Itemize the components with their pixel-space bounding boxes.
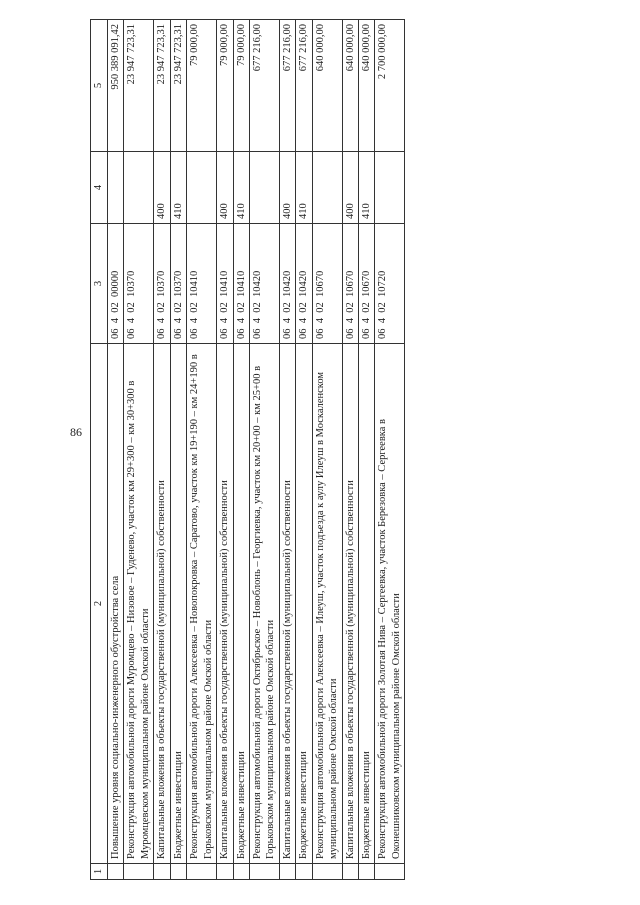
budget-table	[90, 19, 405, 880]
kvr-cell	[108, 152, 124, 224]
table-row	[154, 20, 170, 880]
code-cell: 06 4 02 10420	[249, 224, 279, 344]
name-cell: Реконструкция автомобильной дороги Золотая Нива – Сергеевка, участок Березовка – Сергеевка в Оконешниковском муниципальном районе Омской области	[375, 344, 405, 864]
row-number-cell	[249, 864, 279, 880]
row-number-cell	[375, 864, 405, 880]
name-cell: Капитальные вложения в объекты государственной (муниципальной) собственности	[342, 344, 358, 864]
code-cell: 06 4 02 10670	[359, 224, 375, 344]
row-number-cell	[279, 864, 295, 880]
name-cell: Капитальные вложения в объекты государственной (муниципальной) собственности	[154, 344, 170, 864]
code-cell: 06 4 02 10370	[154, 224, 170, 344]
kvr-cell: 400	[342, 152, 358, 224]
code-cell: 06 4 02 10370	[124, 224, 154, 344]
kvr-cell	[312, 152, 342, 224]
code-cell: 06 4 02 10410	[187, 224, 217, 344]
header-col-1: 1	[91, 864, 108, 880]
amount-cell: 640 000,00	[342, 20, 358, 152]
code-cell: 06 4 02 10420	[279, 224, 295, 344]
header-col-4: 4	[91, 152, 108, 224]
row-number-cell	[217, 864, 233, 880]
kvr-cell: 410	[359, 152, 375, 224]
code-cell: 06 4 02 10370	[170, 224, 186, 344]
amount-cell: 640 000,00	[359, 20, 375, 152]
table-row	[108, 20, 124, 880]
kvr-cell: 410	[233, 152, 249, 224]
row-number-cell	[342, 864, 358, 880]
kvr-cell	[249, 152, 279, 224]
row-number-cell	[108, 864, 124, 880]
name-cell: Реконструкция автомобильной дороги Алексеевка – Новопокровка – Саратово, участок км 19+190 – км 24+190 в Горьковском муниципальном районе Омской области	[187, 344, 217, 864]
code-cell: 06 4 02 10670	[342, 224, 358, 344]
header-row	[91, 20, 108, 880]
kvr-cell: 410	[170, 152, 186, 224]
amount-cell: 79 000,00	[187, 20, 217, 152]
amount-cell: 23 947 723,31	[170, 20, 186, 152]
header-col-2: 2	[91, 344, 108, 864]
amount-cell: 677 216,00	[296, 20, 312, 152]
amount-cell: 677 216,00	[279, 20, 295, 152]
table-row	[187, 20, 217, 880]
page-number: 86	[70, 425, 82, 439]
name-cell: Бюджетные инвестиции	[233, 344, 249, 864]
amount-cell: 23 947 723,31	[124, 20, 154, 152]
kvr-cell: 400	[154, 152, 170, 224]
name-cell: Капитальные вложения в объекты государственной (муниципальной) собственности	[279, 344, 295, 864]
code-cell: 06 4 02 10720	[375, 224, 405, 344]
code-cell: 06 4 02 10410	[217, 224, 233, 344]
table-row	[296, 20, 312, 880]
table-row	[124, 20, 154, 880]
table-row	[342, 20, 358, 880]
amount-cell: 950 389 091,42	[108, 20, 124, 152]
table-row	[279, 20, 295, 880]
row-number-cell	[296, 864, 312, 880]
row-number-cell	[124, 864, 154, 880]
amount-cell: 23 947 723,31	[154, 20, 170, 152]
kvr-cell: 400	[217, 152, 233, 224]
row-number-cell	[233, 864, 249, 880]
rotated-page	[90, 20, 610, 880]
name-cell: Реконструкция автомобильной дороги Алексеевка – Илеуш, участок подъезда к аулу Илеуш в Москаленском муниципальном районе Омской области	[312, 344, 342, 864]
row-number-cell	[187, 864, 217, 880]
name-cell: Капитальные вложения в объекты государственной (муниципальной) собственности	[217, 344, 233, 864]
table-row	[170, 20, 186, 880]
name-cell: Бюджетные инвестиции	[296, 344, 312, 864]
kvr-cell: 400	[279, 152, 295, 224]
amount-cell: 2 700 000,00	[375, 20, 405, 152]
name-cell: Бюджетные инвестиции	[170, 344, 186, 864]
amount-cell: 677 216,00	[249, 20, 279, 152]
table-row	[217, 20, 233, 880]
kvr-cell	[375, 152, 405, 224]
code-cell: 06 4 02 10410	[233, 224, 249, 344]
code-cell: 06 4 02 10420	[296, 224, 312, 344]
code-cell: 06 4 02 10670	[312, 224, 342, 344]
header-col-5: 5	[91, 20, 108, 152]
table-row	[233, 20, 249, 880]
row-number-cell	[170, 864, 186, 880]
header-col-3: 3	[91, 224, 108, 344]
kvr-cell: 410	[296, 152, 312, 224]
name-cell: Реконструкция автомобильной дороги Октябрьское – Новоблонь – Георгиевка, участок км 20+00 – км 25+00 в Горьковском муниципальном районе Омской области	[249, 344, 279, 864]
table-body	[108, 20, 405, 880]
table-row	[249, 20, 279, 880]
row-number-cell	[359, 864, 375, 880]
amount-cell: 79 000,00	[233, 20, 249, 152]
table-row	[312, 20, 342, 880]
row-number-cell	[154, 864, 170, 880]
table-row	[359, 20, 375, 880]
name-cell: Реконструкция автомобильной дороги Муромцево – Низовое – Гуденево, участок км 29+300 – км 30+300 в Муромцевском муниципальном районе Омской области	[124, 344, 154, 864]
name-cell: Повышение уровня социально-инженерного обустройства села	[108, 344, 124, 864]
name-cell: Бюджетные инвестиции	[359, 344, 375, 864]
kvr-cell	[124, 152, 154, 224]
amount-cell: 79 000,00	[217, 20, 233, 152]
table-row	[375, 20, 405, 880]
kvr-cell	[187, 152, 217, 224]
row-number-cell	[312, 864, 342, 880]
code-cell: 06 4 02 00000	[108, 224, 124, 344]
amount-cell: 640 000,00	[312, 20, 342, 152]
